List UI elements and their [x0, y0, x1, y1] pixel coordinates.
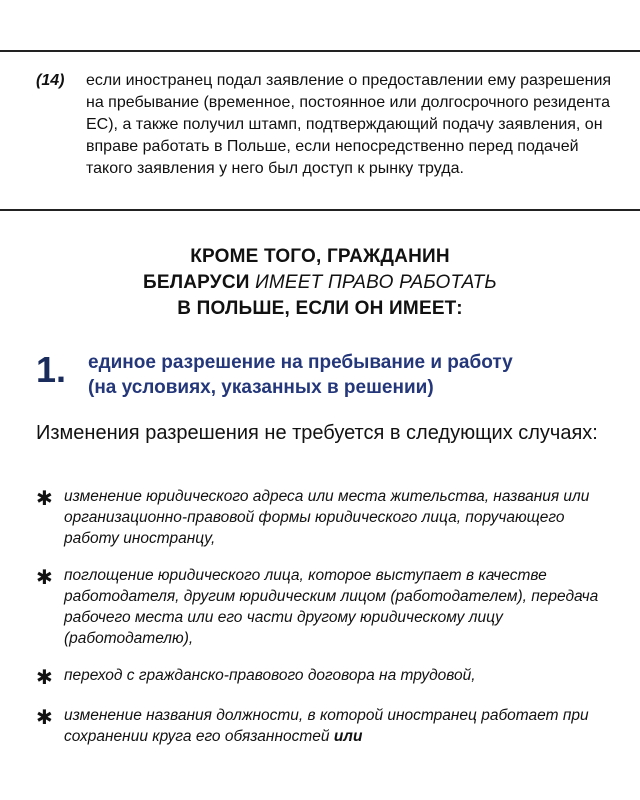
heading-line-1: КРОМЕ ТОГО, ГРАЖДАНИН — [190, 246, 450, 267]
exceptions-intro: Изменения разрешения не требуется в следующих случаях: — [36, 422, 598, 444]
item-title — [88, 350, 513, 400]
footnote-text: если иностранец подал заявление о предоставлении ему разрешения на пребывание (временное, постоянное или долгосрочного резидента ЕС), а также получил штамп, подтверждающий подачу заявления, он вправе работать в Польше, если непосредственно перед подачей такого заявления у него был доступ к рынку труда. — [86, 72, 612, 177]
list-item-text: изменение юридического адреса или места жительства, названия или организационно-правовой формы юридического лица, поручающего работу иностранцу, — [64, 488, 590, 547]
list-item — [36, 665, 616, 689]
footnote-number: (14) — [36, 72, 65, 89]
asterisk-bullet-icon: ✱ — [36, 488, 53, 510]
exceptions-list — [36, 486, 616, 763]
middle-divider — [0, 209, 640, 211]
footnote-14 — [36, 70, 616, 180]
item-title-line-2: (на условиях, указанных в решении) — [88, 377, 434, 398]
asterisk-bullet-icon: ✱ — [36, 707, 53, 729]
item-number: 1. — [36, 349, 67, 390]
list-item-bold-tail: или — [333, 728, 363, 745]
numbered-item-1 — [36, 350, 616, 400]
list-item-text-main: изменение названия должности, в которой иностранец работает при сохранении круга его обязанностей — [64, 707, 589, 745]
heading-line-3: В ПОЛЬШЕ, ЕСЛИ ОН ИМЕЕТ: — [177, 298, 463, 319]
asterisk-bullet-icon: ✱ — [36, 667, 53, 689]
section-heading — [0, 244, 640, 322]
top-divider — [0, 50, 640, 52]
list-item-text: переход с гражданско-правового договора на трудовой, — [64, 667, 476, 684]
heading-bold-word: БЕЛАРУСИ — [143, 272, 250, 293]
list-item — [36, 565, 616, 649]
heading-italic-phrase: ИМЕЕТ ПРАВО РАБОТАТЬ — [255, 272, 497, 293]
heading-line-2 — [0, 270, 640, 296]
asterisk-bullet-icon: ✱ — [36, 567, 53, 589]
item-title-line-1: единое разрешение на пребывание и работу — [88, 352, 513, 373]
list-item — [36, 486, 616, 549]
list-item-text: поглощение юридического лица, которое выступает в качестве работодателя, другим юридическим лицом (работодателем), передача рабочего места или его части другому юридическому лицу (работодателю), — [64, 567, 599, 647]
list-item-text — [64, 705, 616, 747]
list-item — [36, 705, 616, 747]
